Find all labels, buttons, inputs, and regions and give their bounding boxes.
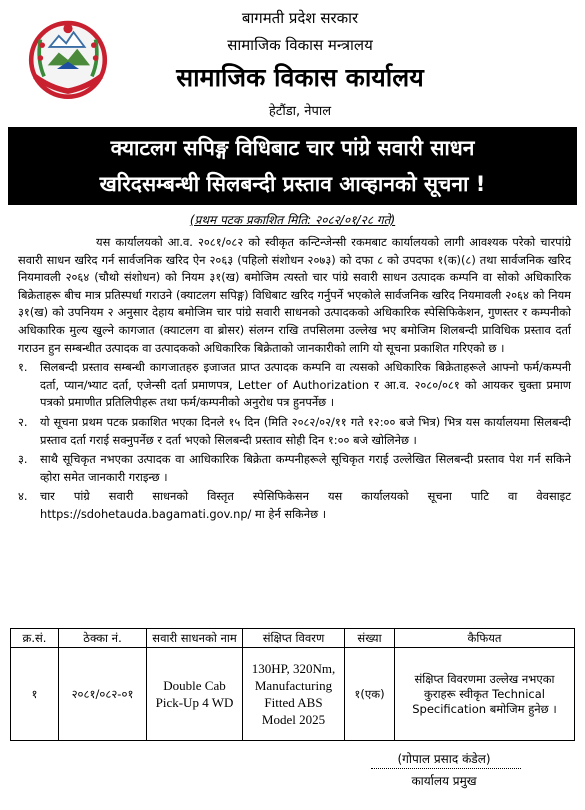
signatory-name: (गोपाल प्रसाद कंडेल) — [397, 752, 491, 766]
cell-remarks: संक्षिप्त विवरणमा उल्लेख नभएका कुराहरू स्वीकृत Technical Specification बमोजिम हुनेछ । — [395, 648, 575, 741]
procurement-table — [10, 628, 575, 741]
list-item-text: साथै सूचिकृत नभएका उत्पादक वा आधिकारिक बिक्रेता कम्पनीहरूले सूचिकृत गराई उल्लेखित सिलबन्दी प्रस्ताव पेश गर्न सकिने व्होरा समेत जानकारी गराइन्छ । — [40, 452, 571, 484]
col-header-vehicle-name: सवारी साधनको नाम — [147, 629, 243, 648]
nepal-emblem-icon — [22, 12, 114, 104]
list-item — [18, 488, 571, 523]
publication-date — [0, 211, 585, 228]
col-header-serial: क्र.सं. — [11, 629, 59, 648]
cell-description: 130HP, 320Nm, Manufacturing Fitted ABS Model 2025 — [243, 648, 345, 741]
list-item-text: यो सूचना प्रथम पटक प्रकाशित भएका दिनले १५ दिन (मिति २०८२/०२/११ गते १२:०० बजे भित्र) भित्र यस कार्यालयमा सिलबन्दी प्रस्ताव दर्ता गराई सक्नुपर्नेछ र दर्ता भएको सिलबन्दी प्रस्ताव सोही दिन १:०० बजे खोलिनेछ । — [40, 414, 571, 447]
col-header-description: संक्षिप्त विवरण — [243, 629, 345, 648]
office-name: सामाजिक विकास कार्यालय — [176, 63, 424, 92]
signature-divider — [371, 768, 521, 769]
letterhead — [0, 0, 585, 130]
col-header-contract-no: ठेक्का नं. — [59, 629, 147, 648]
cell-vehicle-name: Double Cab Pick-Up 4 WD — [147, 648, 243, 741]
office-location: हेटौंडा, नेपाल — [268, 104, 332, 119]
intro-paragraph: यस कार्यालयको आ.व. २०८१/०८२ को स्वीकृत कन्टिन्जेन्सी रकमबाट कार्यालयको लागी आवश्यक परेको चारपांग्रे सवारी साधन खरिद गर्न सार्वजनिक खरिद ऐन २०६३ (पहिलो संशोधन २०७३) को दफा ८ को उपदफा १(क)(८) तथा सार्वजनिक खरिद नियमावली २०६४ (चौथो संशोधन) को नियम ३१(ख) बमोजिम त्यस्तो चार पांग्रे सवारी साधन उत्पादक कम्पनि वा सोको अधिकारिक बिक्रेताहरू बीच मात्र प्रतिस्पर्धा गराउने (क्याटलग सपिङ्ग) विधिबाट खरिद गर्नुपर्ने भएकोले सार्वजनिक खरिद नियमावली २०६४ को नियम ३१(ख) को उपनियम २ अनुसार देहाय बमोजिम चार पांग्रे सवारी साधनको उत्पादकको अधिकारिक स्पेसिफिकेशन, गुणस्तर र कम्पनीको अधिकारिक मुल्य खुल्ने कागजात (क्याटलग वा ब्रोसर) संलग्न राखि तपसिलमा उल्लेख भए बमोजिम शिलबन्दी प्राविधिक प्रस्ताव दर्ता गराउन हुन सम्बन्धीत उत्पादक वा उत्पादकको अधिकारिक बिक्रेताको जानकारीको लागि यो सूचना प्रकाशित गरिएको छ । — [18, 235, 571, 355]
col-header-remarks: कैफियत — [395, 629, 575, 648]
notice-title-line-2: खरिदसम्बन्धी सिलबन्दी प्रस्ताव आव्हानको सूचना ! — [99, 172, 486, 196]
list-item-text: चार पांग्रे सवारी साधनको विस्तृत स्पेसिफिकेसन यस कार्यालयको सूचना पाटि वा वेवसाइट https://sdohetauda.bagamati.gov.np/ मा हेर्न सकिनेछ । — [40, 489, 571, 521]
publication-date-text: (प्रथम पटक प्रकाशित मिति: २०८२/०१/२८ गते) — [189, 213, 396, 227]
list-item — [18, 359, 571, 412]
list-item — [18, 414, 571, 449]
ministry-name: सामाजिक विकास मन्त्रालय — [227, 36, 373, 54]
list-item-number: ३. — [18, 452, 28, 467]
cell-serial: १ — [11, 648, 59, 741]
list-item — [18, 451, 571, 486]
list-item-text: सिलबन्दी प्रस्ताव सम्बन्धी कागजातहरु इजाजत प्राप्त उत्पादक कम्पनि वा त्यसको अधिकारिक बिक्रेताहरूले आफ्नो फर्म/कम्पनी दर्ता, प्यान/भ्याट दर्ता, एजेन्सी दर्ता प्रमाणपत्र, Letter of Authorization र आ.व. २०८०/०८१ को आयकर चुक्ता प्रमाण पत्रको प्रमाणीत प्रतिलिपीहरू तथा फर्म/कम्पनीको अनुरोध पत्र हुनपर्नेछ । — [40, 360, 571, 410]
list-item-number: २. — [18, 414, 28, 429]
government-name: बागमती प्रदेश सरकार — [241, 9, 359, 27]
list-item-number: १. — [18, 360, 28, 375]
cell-quantity: १(एक) — [345, 648, 395, 741]
col-header-quantity: संख्या — [345, 629, 395, 648]
list-item-number: ४. — [18, 489, 28, 504]
notice-body — [18, 234, 571, 524]
notice-title-banner — [8, 127, 577, 205]
cell-contract-no: २०८१/०८२-०१ — [59, 648, 147, 741]
signatory-title: कार्यालय प्रमुख — [411, 774, 477, 788]
table-row — [11, 648, 575, 741]
table-header-row — [11, 629, 575, 648]
notice-title-line-1: क्याटलग सपिङ्ग विधिबाट चार पांग्रे सवारी साधन — [110, 136, 475, 160]
